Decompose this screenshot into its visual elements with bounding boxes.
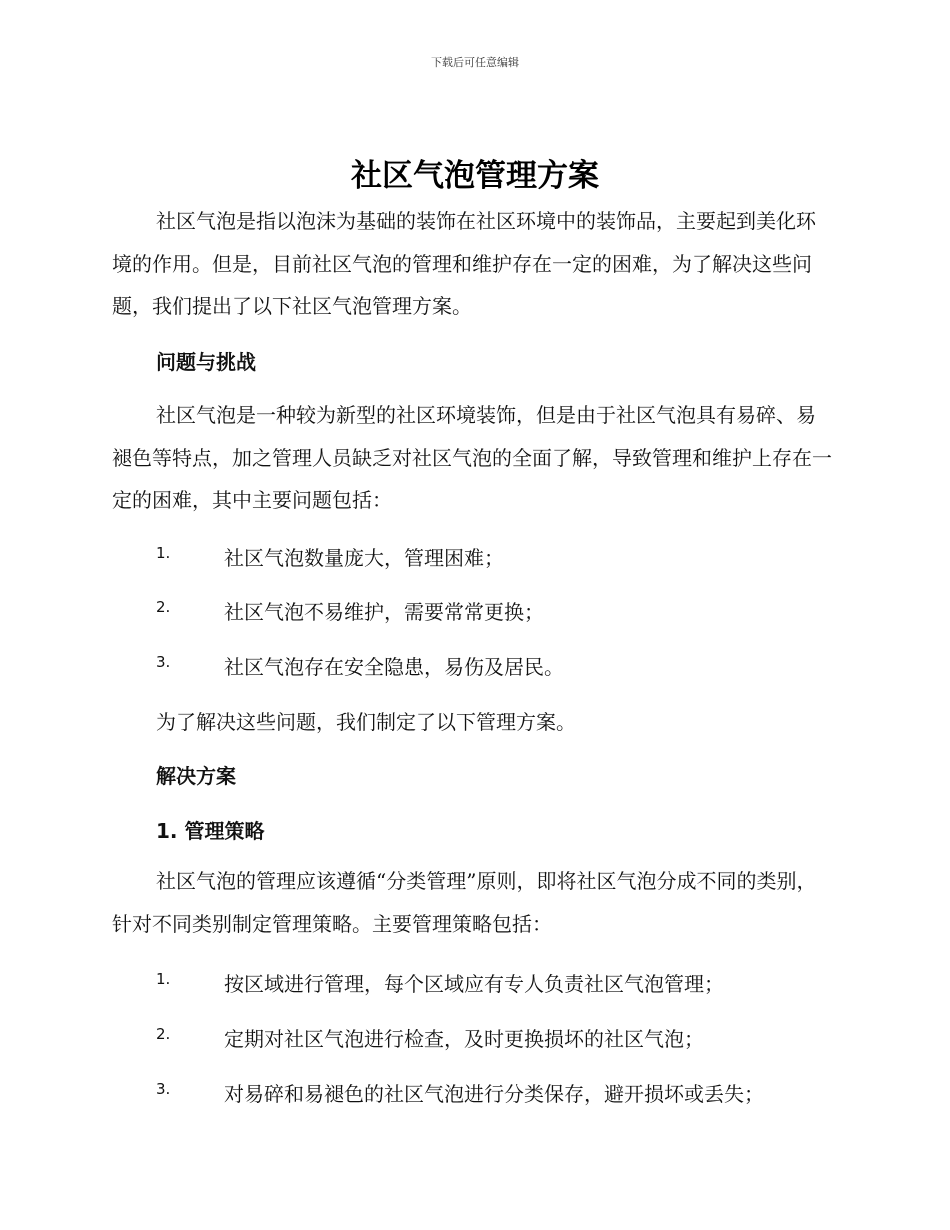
list-number: 1. xyxy=(156,544,171,562)
list-text: 社区气泡存在安全隐患，易伤及居民。 xyxy=(224,655,564,679)
list-number: 1. xyxy=(156,970,171,988)
list-text: 按区域进行管理，每个区域应有专人负责社区气泡管理； xyxy=(224,972,724,996)
list-number: 3. xyxy=(156,653,171,671)
list-number: 2. xyxy=(156,1025,171,1043)
list-number: 3. xyxy=(156,1080,171,1098)
list-text: 定期对社区气泡进行检查，及时更换损坏的社区气泡； xyxy=(224,1027,704,1051)
section-heading-solutions: 解决方案 xyxy=(156,764,236,788)
list-text: 社区气泡不易维护，需要常常更换； xyxy=(224,600,544,624)
list-number: 2. xyxy=(156,598,171,616)
page-header: 下载后可任意编辑 xyxy=(431,56,519,69)
intro-paragraph: 社区气泡是指以泡沫为基础的装饰在社区环境中的装饰品，主要起到美化环境的作用。但是，目前社区气泡的管理和维护存在一定的困难，为了解决这些问题，我们提出了以下社区气泡管理方案。 xyxy=(112,209,816,318)
subsection-heading-strategy: 1. 管理策略 xyxy=(156,819,265,843)
document-title: 社区气泡管理方案 xyxy=(351,158,599,194)
problems-paragraph: 社区气泡是一种较为新型的社区环境装饰，但是由于社区气泡具有易碎、易褪色等特点，加之管理人员缺乏对社区气泡的全面了解，导致管理和维护上存在一定的困难，其中主要问题包括： xyxy=(112,403,832,512)
list-text: 社区气泡数量庞大，管理困难； xyxy=(224,546,504,570)
section-heading-problems: 问题与挑战 xyxy=(156,350,256,374)
strategy-paragraph: 社区气泡的管理应该遵循“分类管理”原则，即将社区气泡分成不同的类别，针对不同类别制定管理策略。主要管理策略包括： xyxy=(112,869,817,936)
problems-closing: 为了解决这些问题，我们制定了以下管理方案。 xyxy=(156,710,576,734)
list-text: 对易碎和易褪色的社区气泡进行分类保存，避开损坏或丢失； xyxy=(224,1082,764,1106)
